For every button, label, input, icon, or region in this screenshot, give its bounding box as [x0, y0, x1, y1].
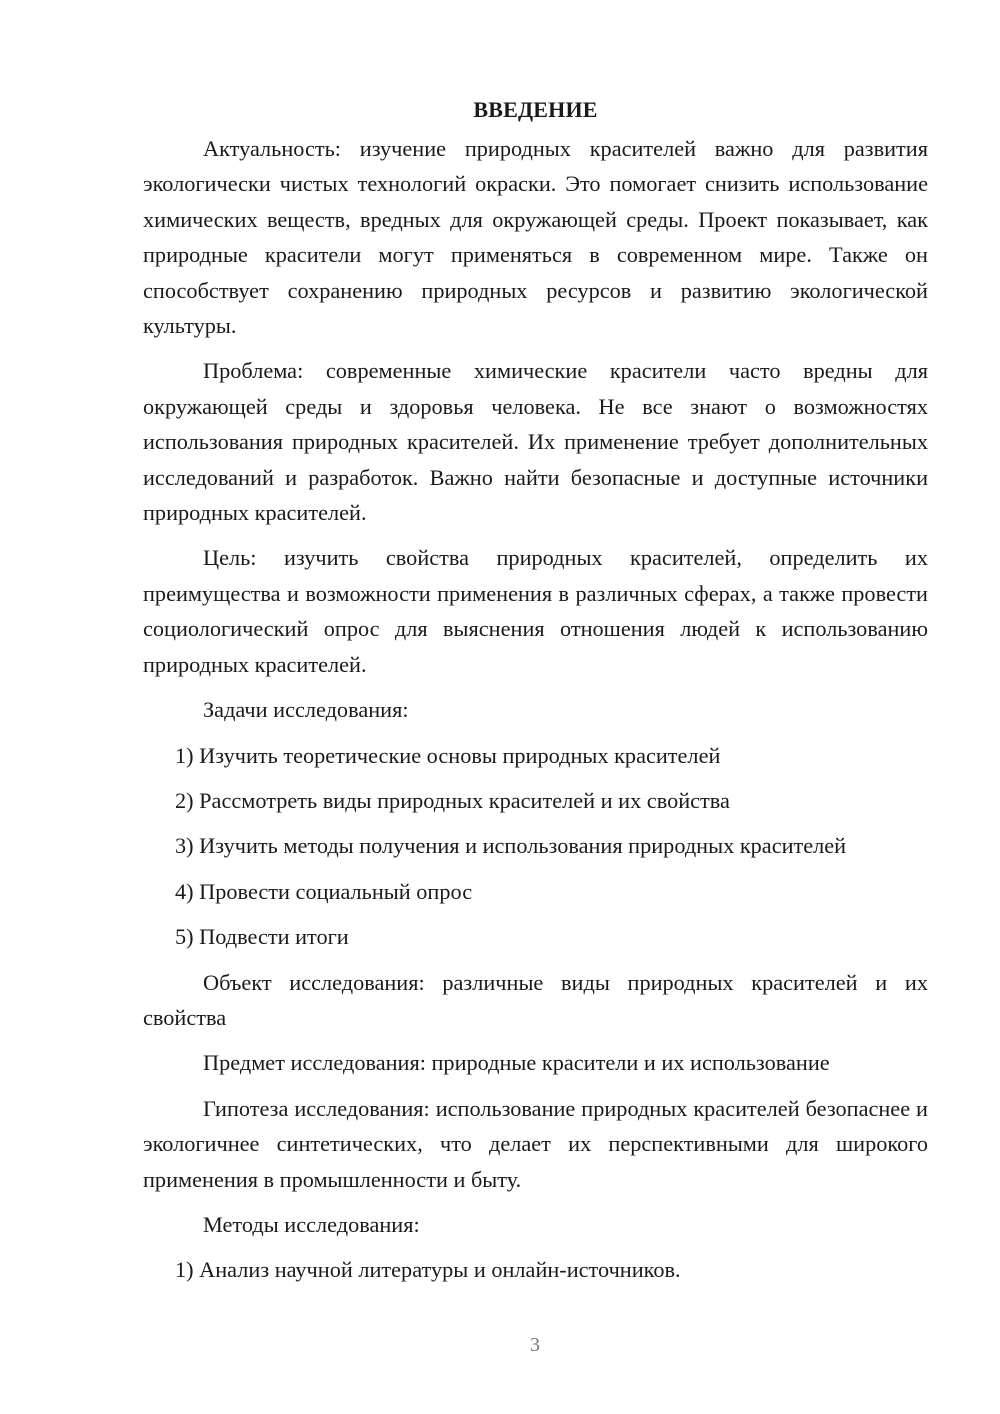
- goal-paragraph: Цель: изучить свойства природных красителей, определить их преимущества и возможности применения в различных сферах, а также провести социологический опрос для выяснения отношения людей к использованию природных красителей.: [143, 545, 928, 677]
- tasks-heading: Задачи исследования:: [203, 697, 409, 723]
- task-item: 5) Подвести итоги: [175, 924, 349, 950]
- relevance-paragraph: Актуальность: изучение природных красителей важно для развития экологически чистых технологий окраски. Это помогает снизить использование химических веществ, вредных для окружающей среды. Проект показывает, как природные красители могут применяться в современном мире. Также он способствует сохранению природных ресурсов и развитию экологической культуры.: [143, 136, 928, 339]
- task-item: 2) Рассмотреть виды природных красителей и их свойства: [175, 787, 730, 813]
- hypothesis-paragraph: Гипотеза исследования: использование природных красителей безопаснее и экологичнее синтетических, что делает их перспективными для широкого применения в промышленности и быту.: [143, 1095, 928, 1192]
- subject-paragraph: Предмет исследования: природные красители и их использование: [203, 1050, 830, 1076]
- task-item: 4) Провести социальный опрос: [175, 878, 473, 904]
- page-number: 3: [530, 1334, 540, 1356]
- task-item: 1) Изучить теоретические основы природных красителей: [175, 742, 721, 768]
- methods-heading: Методы исследования:: [203, 1211, 420, 1237]
- section-heading: ВВЕДЕНИЕ: [473, 97, 598, 122]
- task-item: 3) Изучить методы получения и использования природных красителей: [175, 833, 847, 859]
- problem-paragraph: Проблема: современные химические красители часто вредны для окружающей среды и здоровья человека. Не все знают о возможностях использования природных красителей. Их применение требует дополнительных исследований и разработок. Важно найти безопасные и доступные источники природных красителей.: [143, 358, 928, 526]
- document-page: [143, 92, 928, 1298]
- method-item: 1) Анализ научной литературы и онлайн-источников.: [175, 1257, 681, 1283]
- object-paragraph: Объект исследования: различные виды природных красителей и их свойства: [143, 969, 928, 1030]
